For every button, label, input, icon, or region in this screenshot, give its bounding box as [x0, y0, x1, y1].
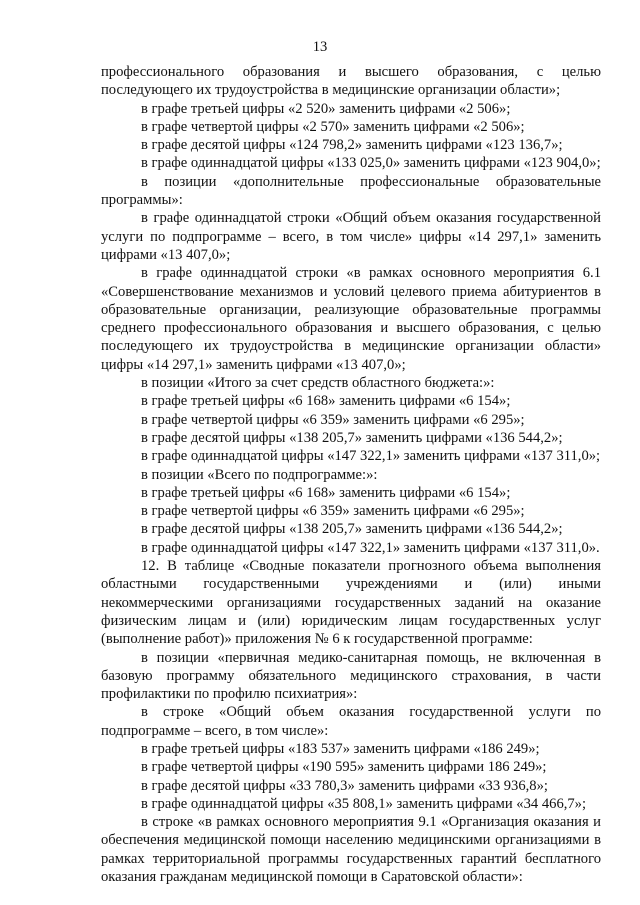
- paragraph: в графе четвертой цифры «6 359» заменить цифрами «6 295»;: [141, 411, 525, 428]
- paragraph: в графе одиннадцатой цифры «147 322,1» заменить цифрами «137 311,0»;: [141, 448, 601, 465]
- paragraph: в позиции «дополнительные профессиональные образовательные программы»:: [101, 173, 601, 209]
- paragraph: в графе одиннадцатой цифры «147 322,1» заменить цифрами «137 311,0».: [141, 539, 600, 556]
- paragraph: в позиции «Итого за счет средств областного бюджета:»:: [141, 375, 495, 392]
- paragraph: в графе десятой цифры «124 798,2» заменить цифрами «123 136,7»;: [141, 137, 563, 154]
- paragraph: в графе одиннадцатой строки «Общий объем оказания государственной услуги по подпрограмме – всего, в том числе» цифры «14 297,1» заменить цифрами «13 407,0»;: [101, 210, 601, 263]
- paragraph: в строке «в рамках основного мероприятия 9.1 «Организация оказания и обеспечения медицинской помощи населению медицинскими организациями в рамках территориальной программы государственных гарантий бесплатного оказания гражданам медицинской помощи в Саратовской области»:: [101, 814, 601, 886]
- paragraph: в графе третьей цифры «6 168» заменить цифрами «6 154»;: [141, 484, 511, 501]
- paragraph: в графе одиннадцатой цифры «133 025,0» заменить цифрами «123 904,0»;: [141, 155, 601, 172]
- paragraph: в графе одиннадцатой строки «в рамках основного мероприятия 6.1 «Совершенствование механизмов и условий целевого приема абитуриентов в образовательные организации, реализующие образовательные программы среднего профессионального образования и высшего образования, с целью последующего их трудоустройства в медицинские организации области» цифры «14 297,1» заменить цифрами «13 407,0»;: [101, 265, 601, 373]
- paragraph: в позиции «Всего по подпрограмме:»:: [141, 466, 378, 483]
- paragraph: в графе третьей цифры «2 520» заменить цифрами «2 506»;: [141, 100, 511, 117]
- paragraph: в графе четвертой цифры «6 359» заменить цифрами «6 295»;: [141, 503, 525, 520]
- paragraph: в графе четвертой цифры «2 570» заменить цифрами «2 506»;: [141, 118, 525, 135]
- paragraph: в позиции «первичная медико-санитарная помощь, не включенная в базовую программу обязательного медицинского страхования, в части профилактики по профилю психиатрия»:: [101, 649, 601, 703]
- document-body: [101, 63, 601, 886]
- paragraph: в графе третьей цифры «6 168» заменить цифрами «6 154»;: [141, 393, 511, 410]
- paragraph: в графе одиннадцатой цифры «35 808,1» заменить цифрами «34 466,7»;: [141, 795, 587, 812]
- paragraph: в графе третьей цифры «183 537» заменить цифрами «186 249»;: [141, 740, 540, 757]
- paragraph: профессионального образования и высшего образования, с целью последующего их трудоустройства в медицинские организации области»;: [101, 64, 601, 99]
- paragraph: в графе десятой цифры «138 205,7» заменить цифрами «136 544,2»;: [141, 521, 563, 538]
- paragraph: 12. В таблице «Сводные показатели прогнозного объема выполнения областными государственными учреждениями и (или) иными некоммерческими организациями государственных заданий на оказание физическим лицам и (или) юридическим лицам государственных услуг (выполнение работ)» приложения № 6 к государственной программе:: [101, 558, 601, 648]
- paragraph: в строке «Общий объем оказания государственной услуги по подпрограмме – всего, в том числе»:: [101, 704, 601, 739]
- paragraph: в графе десятой цифры «138 205,7» заменить цифрами «136 544,2»;: [141, 429, 563, 446]
- paragraph: в графе четвертой цифры «190 595» заменить цифрами 186 249»;: [141, 759, 547, 776]
- page-number: 13: [312, 39, 328, 55]
- paragraph: в графе десятой цифры «33 780,3» заменить цифрами «33 936,8»;: [141, 777, 548, 794]
